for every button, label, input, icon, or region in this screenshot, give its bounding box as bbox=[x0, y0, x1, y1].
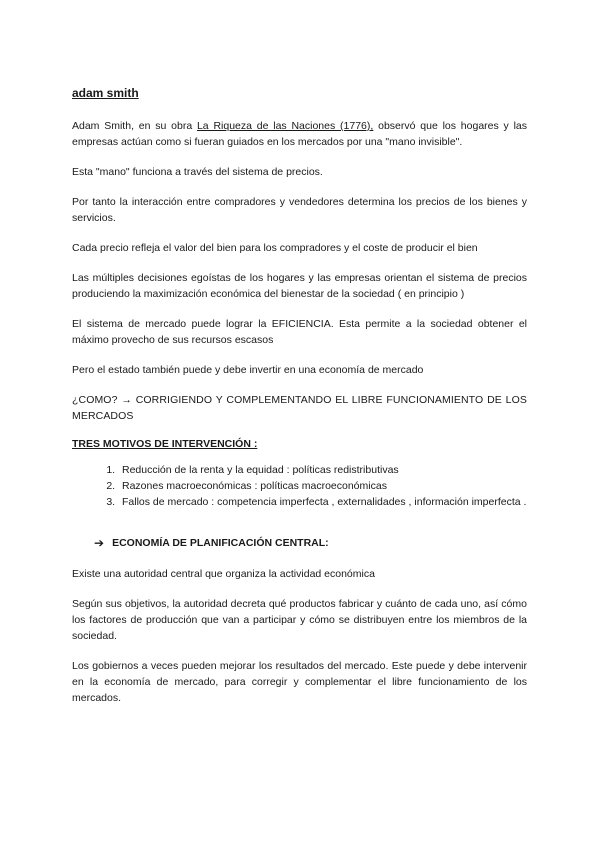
arrow-right-icon: ➔ bbox=[94, 536, 105, 550]
intro-text-end: observó que los hogares y las empresas actúan como si fueran guiados en los mercados por una "mano invisible". bbox=[72, 120, 528, 148]
list-item: 2. Razones macroeconómicas : políticas macroeconómicas bbox=[118, 478, 527, 494]
list-item: 3. Fallos de mercado : competencia imperfecta , externalidades , información imperfecta . bbox=[118, 494, 527, 510]
list-item: 1. Reducción de la renta y la equidad : políticas redistributivas bbox=[118, 462, 527, 478]
section-heading-motivos: TRES MOTIVOS DE INTERVENCIÓN : bbox=[72, 438, 258, 450]
paragraph-eficiencia: El sistema de mercado puede lograr la EFICIENCIA. Esta permite a la sociedad obtener el máximo provecho de sus recursos escasos bbox=[72, 318, 527, 346]
paragraph-como: ¿COMO? → CORRIGIENDO Y COMPLEMENTANDO EL LIBRE FUNCIONAMIENTO DE LOS MERCADOS bbox=[72, 394, 527, 422]
paragraph-intro bbox=[72, 118, 527, 150]
intro-text-start: Adam Smith, en su obra bbox=[72, 120, 197, 132]
paragraph-mano: Esta "mano" funciona a través del sistema de precios. bbox=[72, 166, 323, 178]
motivos-list bbox=[72, 462, 527, 510]
paragraph-estado: Pero el estado también puede y debe invertir en una economía de mercado bbox=[72, 364, 424, 376]
paragraph-decisiones: Las múltiples decisiones egoístas de los hogares y las empresas orientan el sistema de precios produciendo la maximización económica del bienestar de la sociedad ( en principio ) bbox=[72, 272, 527, 300]
paragraph-autoridad: Existe una autoridad central que organiza la actividad económica bbox=[72, 568, 375, 580]
section-heading-planificacion bbox=[94, 536, 527, 550]
paragraph-precio: Cada precio refleja el valor del bien para los compradores y el coste de producir el bien bbox=[72, 242, 478, 254]
section-heading-text: ECONOMÍA DE PLANIFICACIÓN CENTRAL: bbox=[112, 537, 329, 549]
page-title: adam smith bbox=[72, 86, 139, 100]
book-title-link: La Riqueza de las Naciones (1776), bbox=[196, 120, 374, 132]
paragraph-interaccion: Por tanto la interacción entre compradores y vendedores determina los precios de los bienes y servicios. bbox=[72, 196, 527, 224]
paragraph-gobiernos: Los gobiernos a veces pueden mejorar los resultados del mercado. Este puede y debe intervenir en la economía de mercado, para corregir y complementar el libre funcionamiento de los mercados. bbox=[72, 660, 527, 704]
paragraph-objetivos: Según sus objetivos, la autoridad decreta qué productos fabricar y cuánto de cada uno, así cómo los factores de producción que van a participar y cómo se distribuyen entre los miembros de la sociedad. bbox=[72, 598, 527, 642]
document-page bbox=[72, 86, 527, 720]
